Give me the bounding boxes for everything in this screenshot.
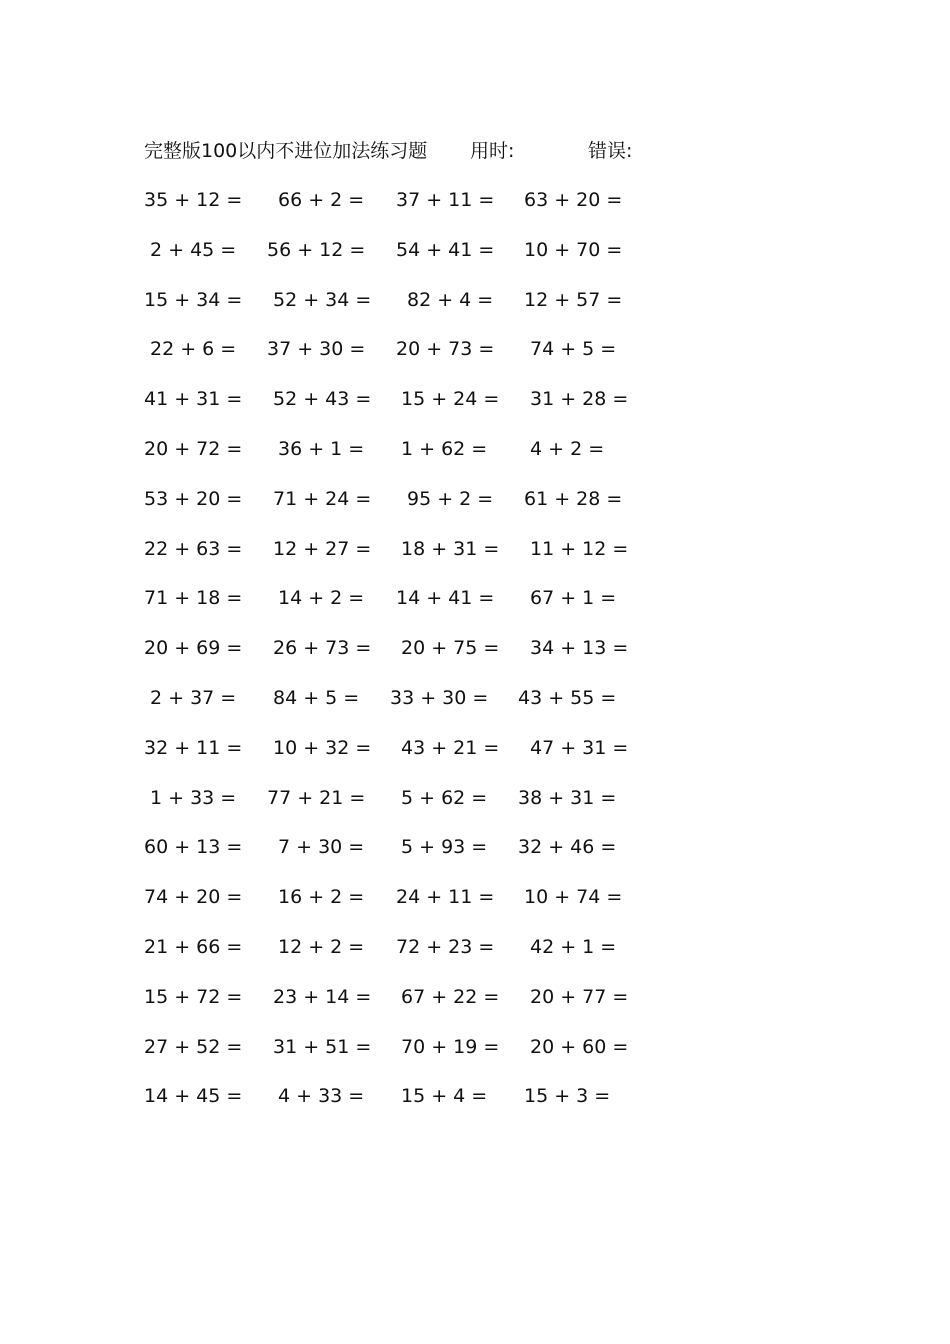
addition-problem: 36 + 1 = [278,438,365,460]
addition-problem: 14 + 41 = [396,587,495,610]
problem-row [0,832,950,862]
addition-problem: 11 + 12 = [530,537,629,560]
addition-problem: 12 + 27 = [273,537,372,560]
addition-problem: 33 + 30 = [390,687,489,709]
addition-problem: 22 + 63 = [144,537,243,560]
addition-problem: 18 + 31 = [401,537,500,560]
problem-row [0,434,950,464]
addition-problem: 10 + 32 = [273,736,372,759]
worksheet-title: 完整版100以内不进位加法练习题 [144,140,428,162]
problem-row [0,235,950,265]
addition-problem: 15 + 72 = [144,985,243,1008]
addition-problem: 7 + 30 = [278,836,365,859]
addition-problem: 4 + 2 = [530,438,605,460]
problem-row [0,185,950,215]
addition-problem: 15 + 4 = [401,1085,488,1108]
addition-problem: 84 + 5 = [273,687,360,709]
addition-problem: 15 + 34 = [144,288,243,311]
addition-problem: 77 + 21 = [267,786,366,809]
addition-problem: 71 + 18 = [144,587,243,610]
problem-row [0,285,950,315]
addition-problem: 82 + 4 = [407,288,494,311]
addition-problem: 66 + 2 = [278,189,365,211]
addition-problem: 31 + 51 = [273,1035,372,1058]
addition-problem: 12 + 57 = [524,288,623,311]
addition-problem: 71 + 24 = [273,487,372,510]
addition-problem: 23 + 14 = [273,985,372,1008]
addition-problem: 14 + 45 = [144,1085,243,1108]
addition-problem: 5 + 93 = [401,836,488,859]
error-label: 错误: [588,140,633,162]
addition-problem: 54 + 41 = [396,238,495,261]
addition-problem: 34 + 13 = [530,637,629,660]
addition-problem: 27 + 52 = [144,1035,243,1058]
problem-row [0,683,950,713]
addition-problem: 10 + 74 = [524,886,623,909]
addition-problem: 43 + 21 = [401,736,500,759]
addition-problem: 16 + 2 = [278,886,365,909]
addition-problem: 95 + 2 = [407,487,494,510]
addition-problem: 31 + 28 = [530,388,629,411]
addition-problem: 35 + 12 = [144,189,243,211]
addition-problem: 5 + 62 = [401,786,488,809]
addition-problem: 74 + 20 = [144,886,243,909]
addition-problem: 53 + 20 = [144,487,243,510]
addition-problem: 12 + 2 = [278,936,365,958]
addition-problem: 70 + 19 = [401,1035,500,1058]
problem-row [0,633,950,663]
problem-row [0,534,950,564]
addition-problem: 10 + 70 = [524,238,623,261]
addition-problem: 38 + 31 = [518,786,617,809]
addition-problem: 42 + 1 = [530,936,617,958]
problem-row [0,783,950,813]
addition-problem: 24 + 11 = [396,886,495,909]
problem-row [0,484,950,514]
addition-problem: 20 + 73 = [396,338,495,361]
time-label: 用时: [470,140,515,162]
problem-row [0,384,950,414]
addition-problem: 37 + 30 = [267,338,366,361]
addition-problem: 67 + 22 = [401,985,500,1008]
problem-row [0,334,950,364]
addition-problem: 21 + 66 = [144,936,243,958]
addition-problem: 56 + 12 = [267,238,366,261]
addition-problem: 61 + 28 = [524,487,623,510]
addition-problem: 20 + 75 = [401,637,500,660]
addition-problem: 1 + 62 = [401,438,488,460]
problem-row [0,932,950,962]
addition-problem: 22 + 6 = [150,338,237,361]
addition-problem: 1 + 33 = [150,786,237,809]
addition-problem: 47 + 31 = [530,736,629,759]
addition-problem: 20 + 69 = [144,637,243,660]
addition-problem: 20 + 77 = [530,985,629,1008]
addition-problem: 74 + 5 = [530,338,617,361]
addition-problem: 20 + 60 = [530,1035,629,1058]
addition-problem: 72 + 23 = [396,936,495,958]
addition-problem: 41 + 31 = [144,388,243,411]
addition-problem: 15 + 3 = [524,1085,611,1108]
addition-problem: 32 + 11 = [144,736,243,759]
addition-problem: 60 + 13 = [144,836,243,859]
problem-row [0,882,950,912]
problem-row [0,1032,950,1062]
addition-problem: 52 + 43 = [273,388,372,411]
addition-problem: 67 + 1 = [530,587,617,610]
addition-problem: 14 + 2 = [278,587,365,610]
addition-problem: 26 + 73 = [273,637,372,660]
addition-problem: 32 + 46 = [518,836,617,859]
addition-problem: 4 + 33 = [278,1085,365,1108]
addition-problem: 2 + 37 = [150,687,237,709]
problem-row [0,733,950,763]
addition-problem: 37 + 11 = [396,189,495,211]
problem-row [0,583,950,613]
addition-problem: 52 + 34 = [273,288,372,311]
addition-problem: 20 + 72 = [144,438,243,460]
addition-problem: 15 + 24 = [401,388,500,411]
addition-problem: 43 + 55 = [518,687,617,709]
addition-problem: 63 + 20 = [524,189,623,211]
problem-row [0,982,950,1012]
addition-problem: 2 + 45 = [150,238,237,261]
problem-row [0,1081,950,1111]
